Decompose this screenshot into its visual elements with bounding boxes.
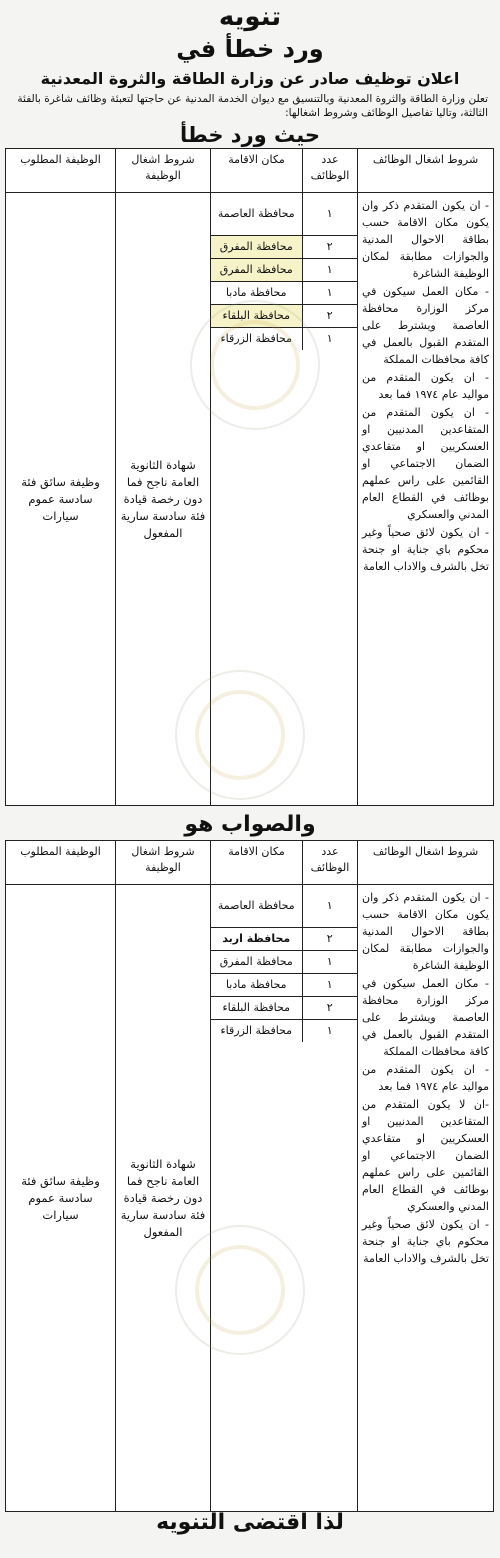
table-row	[211, 996, 357, 1019]
place-value: محافظة البلقاء	[211, 304, 302, 327]
requirement-item: - مكان العمل سيكون في مركز الوزارة محافظة العاصمة ويشترط على المتقدم القبول بالعمل في كافة محافظات المملكة	[362, 977, 489, 1058]
requirement-item: - ان يكون المتقدم من المتقاعدين المدنيين او العسكريين او متقاعدي الضمان الاجتماعي او القائمين على راس عملهم بوظائف في القطاع العام المدني والعسكري	[362, 406, 489, 521]
table-row	[211, 235, 357, 258]
header-count: عدد الوظائف	[303, 149, 358, 193]
count-value: ١	[302, 885, 357, 927]
header-qualification: شروط اشغال الوظيفة	[116, 149, 211, 193]
correct-table	[5, 840, 494, 1512]
place-value: محافظة مادبا	[211, 281, 302, 304]
count-value: ٢	[302, 927, 357, 950]
header-place: مكان الاقامة	[211, 149, 303, 193]
place-value: محافظة الزرقاء	[211, 327, 302, 350]
requirement-item: -ان لا يكون المتقدم من المتقاعدين المدنيين او العسكريين او متقاعدي الضمان الاجتماعي او القائمين على راس عملهم بوظائف في القطاع العام المدني والعسكري	[362, 1098, 489, 1213]
table-row	[211, 1019, 357, 1042]
count-value: ١	[302, 193, 357, 235]
place-value: محافظة الزرقاء	[211, 1019, 302, 1042]
header-requirements: شروط اشغال الوظائف	[358, 149, 494, 193]
table-header-row	[6, 841, 494, 885]
requirement-item: - ان يكون المتقدم من مواليد عام ١٩٧٤ فما بعد	[362, 371, 489, 401]
place-count-cell	[211, 885, 358, 1512]
wrong-heading: حيث ورد خطأ	[180, 123, 320, 147]
place-count-table	[211, 885, 357, 1042]
qualification-cell: شهادة الثانوية العامة ناجح فما دون رخصة قيادة فئة سادسة سارية المفعول	[116, 193, 211, 806]
requirement-item: - مكان العمل سيكون في مركز الوزارة محافظة العاصمة ويشترط على المتقدم القبول بالعمل في كافة محافظات المملكة	[362, 285, 489, 366]
place-value: محافظة البلقاء	[211, 996, 302, 1019]
requirement-item: - ان يكون لائق صحياً وغير محكوم باي جناية او جنحة تخل بالشرف والاداب العامة	[362, 1218, 489, 1265]
header-job: الوظيفة المطلوب	[6, 149, 116, 193]
table-body-row	[6, 885, 494, 1512]
count-value: ١	[302, 950, 357, 973]
job-cell: وظيفة سائق فئة سادسة عموم سيارات	[6, 885, 116, 1512]
place-value: محافظة المفرق	[211, 258, 302, 281]
table-row	[211, 950, 357, 973]
job-cell: وظيفة سائق فئة سادسة عموم سيارات	[6, 193, 116, 806]
qualification-cell: شهادة الثانوية العامة ناجح فما دون رخصة قيادة فئة سادسة سارية المفعول	[116, 885, 211, 1512]
count-value: ١	[302, 327, 357, 350]
table-header-row	[6, 149, 494, 193]
table-row	[211, 973, 357, 996]
notice-title: تنويه	[218, 2, 282, 32]
place-value: محافظة المفرق	[211, 235, 302, 258]
intro-text: تعلن وزارة الطاقة والثروة المعدنية وبالتنسيق مع ديوان الخدمة المدنية عن حاجتها لتعبئة وظائف شاغرة بالفئة الثالثة، وتاليا تفاصيل الوظائف وشروط اشغالها:	[17, 93, 488, 119]
seal-watermark	[190, 300, 320, 430]
place-value: محافظة العاصمة	[211, 193, 302, 235]
seal-watermark	[175, 1225, 305, 1355]
header-job: الوظيفة المطلوب	[6, 841, 116, 885]
place-value: محافظة العاصمة	[211, 885, 302, 927]
correct-heading: والصواب هو	[184, 812, 316, 837]
header-requirements: شروط اشغال الوظائف	[358, 841, 494, 885]
seal-watermark	[175, 670, 305, 800]
requirement-item: - ان يكون المتقدم ذكر وان يكون مكان الاقامة حسب بطاقة الاحوال المدنية والجوازات مطابقة لمكان الوظيفة الشاغرة	[362, 891, 489, 972]
announcement-title: اعلان توظيف صادر عن وزارة الطاقة والثروة المعدنية	[40, 69, 460, 88]
count-value: ١	[302, 1019, 357, 1042]
requirement-item: - ان يكون المتقدم ذكر وان يكون مكان الاقامة حسب بطاقة الاحوال المدنية والجوازات مطابقة لمكان الوظيفة الشاغرة	[362, 199, 489, 280]
header-place: مكان الاقامة	[211, 841, 303, 885]
footer-note: لذا اقتضى التنويه	[156, 1510, 344, 1535]
count-value: ١	[302, 281, 357, 304]
requirement-item: - ان يكون المتقدم من مواليد عام ١٩٧٤ فما بعد	[362, 1063, 489, 1093]
table-row	[211, 193, 357, 235]
table-row	[211, 885, 357, 927]
requirement-item: - ان يكون لائق صحياً وغير محكوم باي جناية او جنحة تخل بالشرف والاداب العامة	[362, 526, 489, 573]
place-value: محافظة مادبا	[211, 973, 302, 996]
table-row	[211, 281, 357, 304]
count-value: ١	[302, 258, 357, 281]
count-value: ٢	[302, 304, 357, 327]
header-qualification: شروط اشغال الوظيفة	[116, 841, 211, 885]
count-value: ٢	[302, 235, 357, 258]
table-row	[211, 927, 357, 950]
requirements-cell	[358, 885, 494, 1512]
table-row	[211, 258, 357, 281]
count-value: ٢	[302, 996, 357, 1019]
place-value: محافظة اربد	[211, 927, 302, 950]
place-value: محافظة المفرق	[211, 950, 302, 973]
notice-subtitle: ورد خطأ في	[176, 35, 324, 63]
requirements-cell	[358, 193, 494, 806]
count-value: ١	[302, 973, 357, 996]
header-count: عدد الوظائف	[303, 841, 358, 885]
